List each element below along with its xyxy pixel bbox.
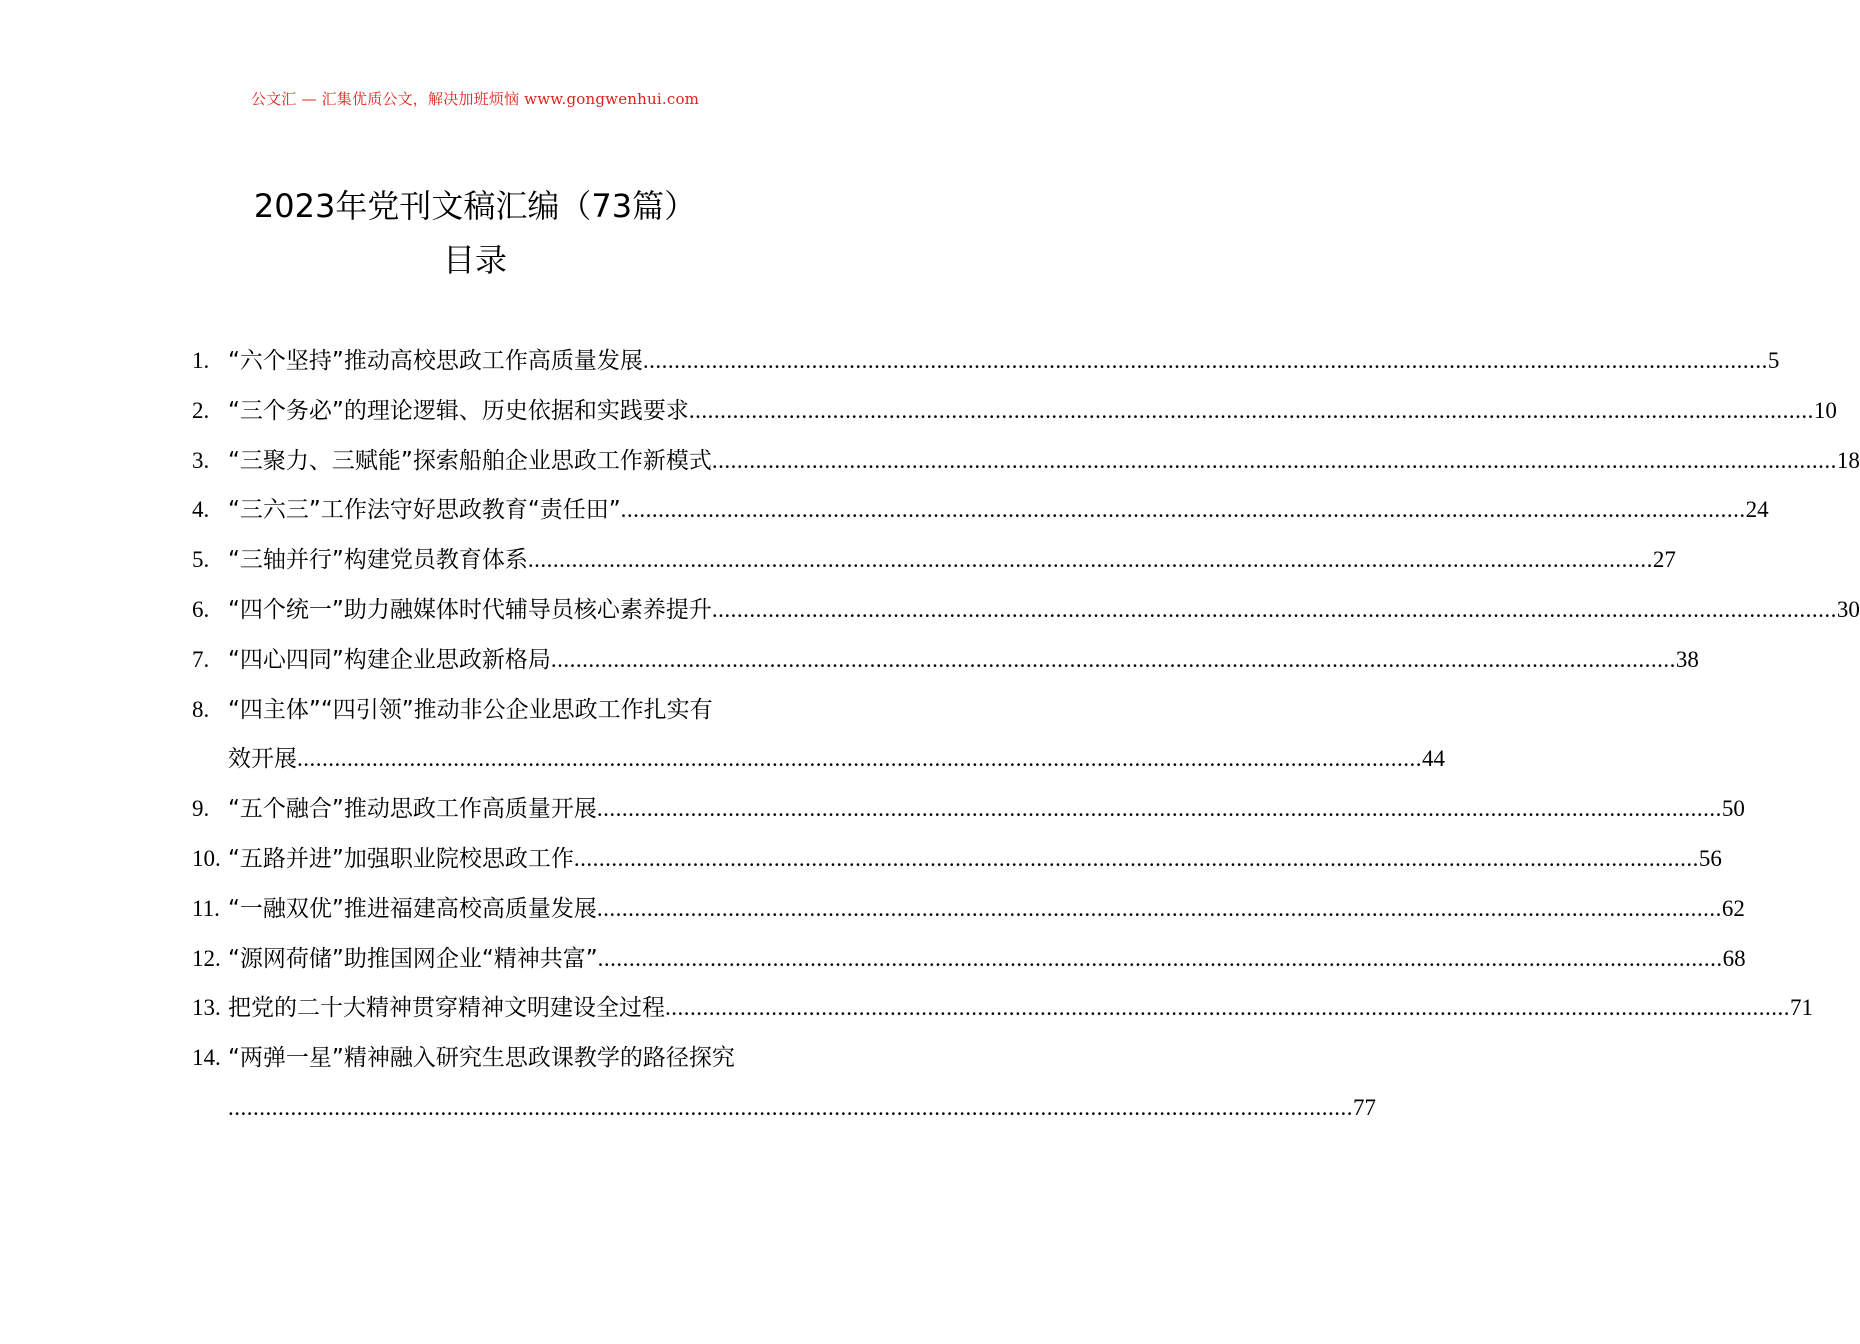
toc-entry-10[interactable]	[192, 834, 1722, 884]
document-title: 2023年党刊文稿汇编（73篇）	[253, 187, 697, 225]
dot-leader	[689, 386, 1814, 436]
toc-page-number: 62	[1721, 895, 1745, 921]
toc-number: 6.	[192, 596, 210, 622]
toc-title: “源网荷储”助推国网企业“精神共富”	[228, 945, 598, 972]
toc-title: “六个坚持”推动高校思政工作高质量发展	[228, 348, 643, 374]
toc-entry-8[interactable]	[192, 685, 806, 735]
toc-number: 1.	[192, 348, 210, 373]
toc-number: 5.	[192, 547, 210, 573]
toc-title: “三个务必”的理论逻辑、历史依据和实践要求	[228, 397, 689, 424]
toc-heading: 目录	[442, 241, 507, 279]
watermark-header[interactable]: 公文汇 — 汇集优质公文，解决加班烦恼 www.gongwenhui.com	[250, 90, 700, 108]
toc-title: “三轴并行”构建党员教育体系	[228, 547, 528, 574]
toc-number: 14.	[192, 1045, 221, 1071]
toc-page-number: 10	[1813, 397, 1837, 423]
dot-leader	[597, 784, 1722, 834]
dot-leader	[665, 983, 1790, 1033]
table-of-contents	[192, 336, 1860, 1133]
toc-title: “四主体”“四引领”推动非公企业思政工作扎实有	[228, 696, 713, 723]
toc-page-number: 24	[1745, 497, 1769, 523]
toc-number: 13.	[192, 995, 221, 1021]
dot-leader	[528, 535, 1653, 585]
toc-entry-14-continuation[interactable]	[192, 1083, 1376, 1133]
dot-leader	[297, 734, 1422, 784]
toc-entry-1[interactable]	[192, 336, 1780, 386]
toc-title: “三聚力、三赋能”探索船舶企业思政工作新模式	[228, 447, 712, 474]
toc-entry-3[interactable]	[192, 436, 1860, 486]
toc-entry-9[interactable]	[192, 784, 1745, 834]
dot-leader	[643, 336, 1768, 386]
dot-leader	[228, 1083, 1353, 1133]
toc-entry-14[interactable]	[192, 1033, 806, 1083]
toc-number: 2.	[192, 397, 210, 423]
toc-entry-7[interactable]	[192, 635, 1699, 685]
toc-page-number: 27	[1652, 547, 1676, 573]
toc-number: 10.	[192, 845, 221, 871]
toc-entry-12[interactable]	[192, 934, 1746, 984]
dot-leader	[598, 934, 1723, 984]
toc-page-number: 5	[1767, 348, 1780, 373]
dot-leader	[621, 485, 1746, 535]
toc-number: 9.	[192, 796, 210, 822]
toc-entry-11[interactable]	[192, 884, 1745, 934]
toc-entry-13[interactable]	[192, 983, 1813, 1033]
toc-page-number: 56	[1698, 845, 1722, 871]
dot-leader	[712, 585, 1837, 635]
toc-entry-4[interactable]	[192, 485, 1769, 535]
toc-number: 11.	[192, 895, 220, 921]
toc-title: 把党的二十大精神贯穿精神文明建设全过程	[228, 995, 665, 1022]
toc-number: 3.	[192, 447, 210, 473]
toc-title: “三六三”工作法守好思政教育“责任田”	[228, 497, 621, 524]
dot-leader	[712, 436, 1837, 486]
toc-page-number: 38	[1675, 646, 1699, 672]
dot-leader	[574, 834, 1699, 884]
toc-title-continuation: 效开展	[228, 746, 297, 773]
toc-page-number: 18	[1836, 447, 1860, 473]
toc-number: 8.	[192, 696, 210, 722]
toc-title: “两弹一星”精神融入研究生思政课教学的路径探究	[228, 1045, 735, 1072]
toc-entry-5[interactable]	[192, 535, 1676, 585]
toc-page-number: 30	[1836, 596, 1860, 622]
toc-page-number: 77	[1353, 1094, 1376, 1120]
toc-number: 4.	[192, 497, 210, 523]
dot-leader	[597, 884, 1722, 934]
toc-page-number: 50	[1721, 796, 1745, 822]
toc-title: “一融双优”推进福建高校高质量发展	[228, 895, 597, 922]
toc-entry-2[interactable]	[192, 386, 1837, 436]
toc-number: 7.	[192, 646, 210, 672]
toc-title: “四个统一”助力融媒体时代辅导员核心素养提升	[228, 596, 712, 623]
toc-entry-8-continuation[interactable]	[192, 734, 1445, 784]
toc-title: “五个融合”推动思政工作高质量开展	[228, 796, 597, 823]
dot-leader	[551, 635, 1676, 685]
toc-number: 12.	[192, 945, 221, 971]
toc-page-number: 71	[1790, 995, 1813, 1021]
toc-page-number: 44	[1422, 746, 1445, 772]
toc-title: “四心四同”构建企业思政新格局	[228, 646, 551, 673]
toc-page-number: 68	[1722, 945, 1746, 971]
toc-title: “五路并进”加强职业院校思政工作	[228, 845, 574, 872]
toc-entry-6[interactable]	[192, 585, 1860, 635]
